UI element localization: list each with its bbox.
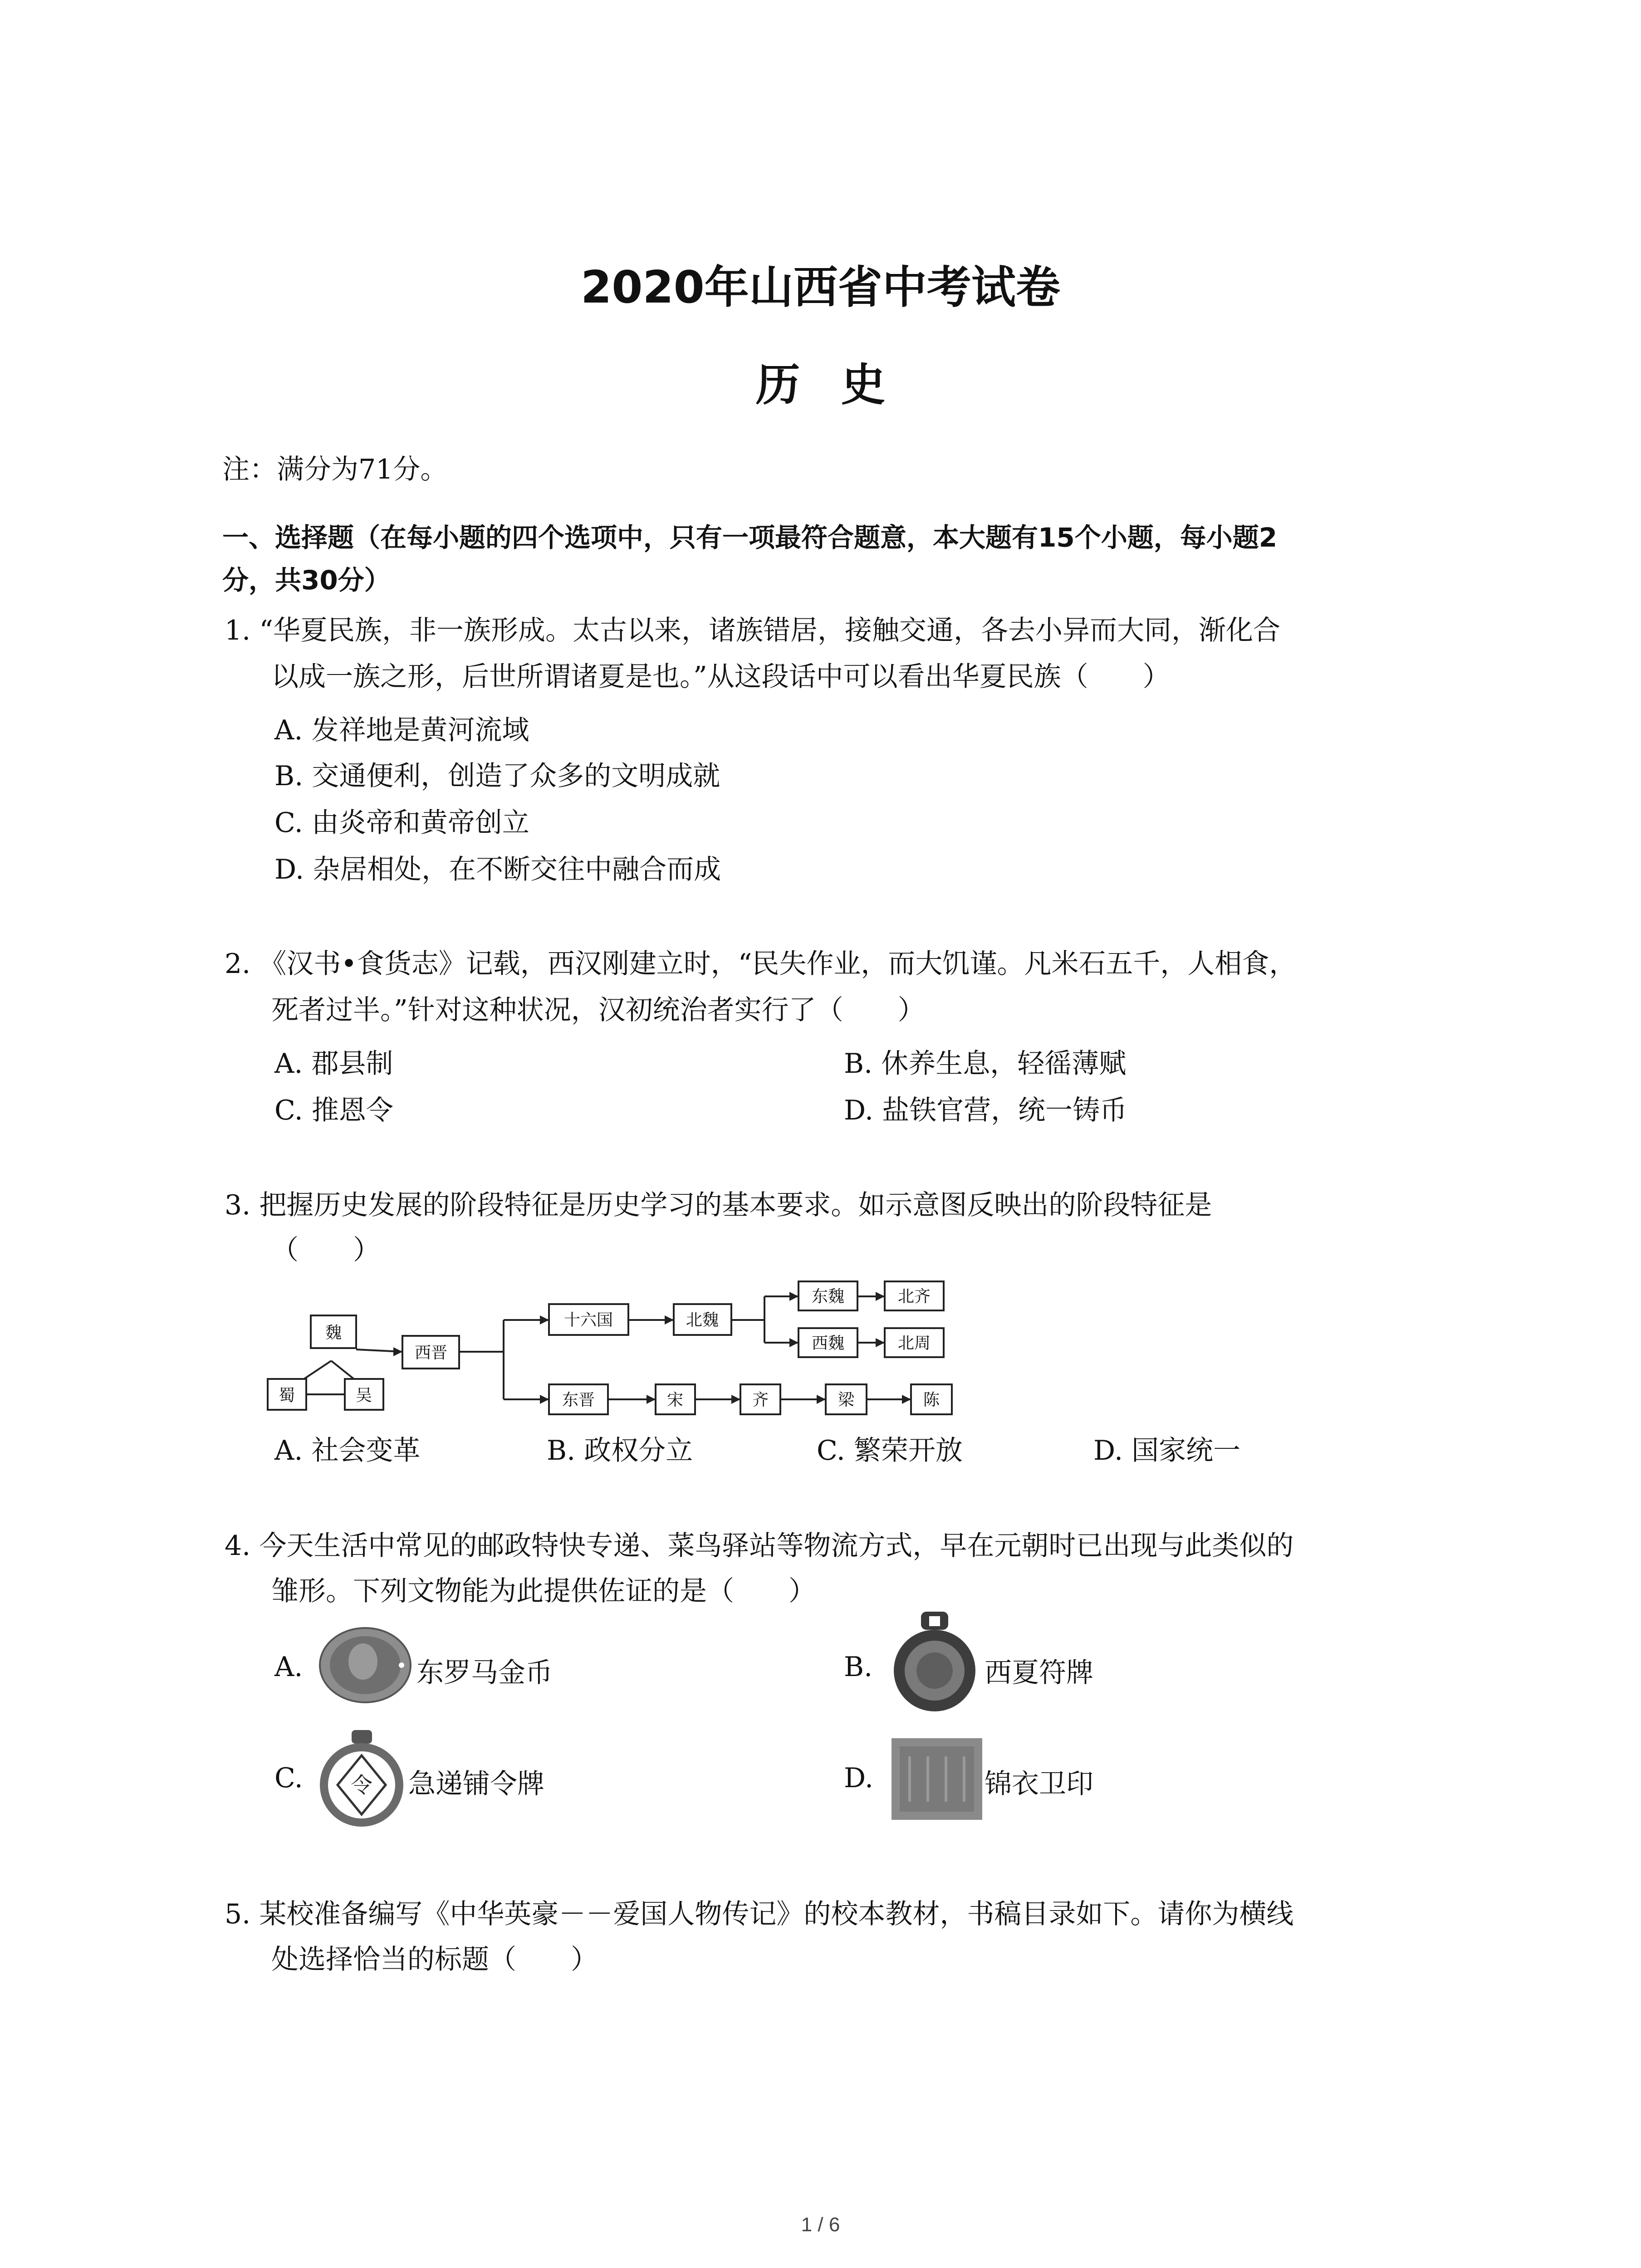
question-5-stem-line2: 处选择恰当的标题（ ） (271, 1944, 598, 1975)
label-wu: 吴 (355, 1386, 372, 1405)
question-4-option-c-letter[interactable]: C. (274, 1762, 303, 1794)
question-1-option-a[interactable]: A. 发祥地是黄河流域 (274, 714, 529, 746)
question-3-option-d[interactable]: D. 国家统一 (1093, 1435, 1241, 1466)
question-2-option-a[interactable]: A. 郡县制 (274, 1048, 393, 1080)
label-shiliuguo: 十六国 (563, 1311, 613, 1330)
courier-station-token-image (318, 1728, 406, 1830)
label-dongjin: 东晋 (562, 1391, 595, 1409)
question-2-stem-line2: 死者过半。”针对这种状况，汉初统治者实行了（ ） (271, 994, 925, 1026)
question-1-option-b[interactable]: B. 交通便利，创造了众多的文明成就 (274, 760, 720, 792)
label-beizhou: 北周 (897, 1334, 931, 1353)
question-2-option-b[interactable]: B. 休养生息，轻徭薄赋 (844, 1048, 1127, 1080)
question-1-option-c[interactable]: C. 由炎帝和黄帝创立 (274, 807, 529, 839)
western-xia-tally-image (889, 1608, 980, 1712)
question-3-stem-line2: （ ） (271, 1234, 380, 1266)
question-4-option-d-text[interactable]: 锦衣卫印 (985, 1768, 1093, 1800)
score-note: 注：满分为71分。 (222, 454, 448, 485)
question-4-option-a-letter[interactable]: A. (274, 1651, 303, 1683)
label-dongwei: 东魏 (811, 1287, 845, 1306)
question-3-option-b[interactable]: B. 政权分立 (547, 1435, 693, 1466)
wei-wu-link (331, 1361, 354, 1379)
label-shu: 蜀 (278, 1386, 295, 1405)
question-3-stem-line1: 3. 把握历史发展的阶段特征是历史学习的基本要求。如示意图反映出的阶段特征是 (225, 1189, 1212, 1221)
label-xiwei: 西魏 (811, 1334, 845, 1353)
question-4-option-c-text[interactable]: 急递铺令牌 (408, 1768, 544, 1800)
label-qi: 齐 (752, 1391, 769, 1409)
question-1-stem-line2: 以成一族之形，后世所谓诸夏是也。”从这段话中可以看出华夏民族（ ） (271, 661, 1170, 693)
byzantine-gold-coin-image (318, 1625, 413, 1705)
question-4-option-b-text[interactable]: 西夏符牌 (985, 1657, 1093, 1689)
question-4-option-a-text[interactable]: 东罗马金币 (416, 1657, 553, 1689)
question-1-stem-line1: 1. “华夏民族，非一族形成。太古以来，诸族错居，接触交通，各去小异而大同，渐化合 (225, 615, 1280, 646)
question-3-option-a[interactable]: A. 社会变革 (274, 1435, 421, 1466)
question-4-stem-line1: 4. 今天生活中常见的邮政特快专递、菜鸟驿站等物流方式，早在元朝时已出现与此类似的 (225, 1530, 1294, 1562)
token-character: 令 (350, 1773, 373, 1798)
question-4-stem-line2: 雏形。下列文物能为此提供佐证的是（ ） (271, 1575, 816, 1607)
jinyiwei-seal-image (892, 1738, 982, 1820)
question-4-option-d-letter[interactable]: D. (844, 1762, 874, 1794)
question-4-option-b-letter[interactable]: B. (844, 1651, 873, 1683)
wei-shu-link (304, 1361, 331, 1379)
exam-title: 2020年山西省中考试卷 (581, 262, 1060, 313)
label-wei: 魏 (325, 1324, 342, 1342)
page-number: 1 / 6 (801, 2214, 840, 2236)
section-heading-line2: 分，共30分） (222, 565, 391, 596)
label-song: 宋 (666, 1391, 684, 1409)
label-chen: 陈 (923, 1391, 940, 1409)
label-liang: 梁 (838, 1391, 855, 1409)
label-xijin: 西晋 (414, 1344, 448, 1362)
question-1-option-d[interactable]: D. 杂居相处，在不断交往中融合而成 (274, 854, 721, 885)
section-heading-line1: 一、选择题（在每小题的四个选项中，只有一项最符合题意，本大题有15个小题，每小题2 (222, 522, 1278, 553)
question-2-option-c[interactable]: C. 推恩令 (274, 1095, 393, 1126)
question-2-option-d[interactable]: D. 盐铁官营，统一铸币 (844, 1095, 1127, 1126)
label-beiwei: 北魏 (686, 1311, 719, 1330)
question-5-stem-line1: 5. 某校准备编写《中华英豪－－爱国人物传记》的校本教材，书稿目录如下。请你为横线 (225, 1898, 1294, 1930)
question-3-option-c[interactable]: C. 繁荣开放 (817, 1435, 963, 1466)
label-beiqi: 北齐 (897, 1287, 931, 1306)
subject-title: 历史 (755, 359, 926, 411)
question-2-stem-line1: 2. 《汉书•食货志》记载，西汉刚建立时，“民失作业，而大饥谨。凡米石五千，人相食， (225, 948, 1297, 980)
